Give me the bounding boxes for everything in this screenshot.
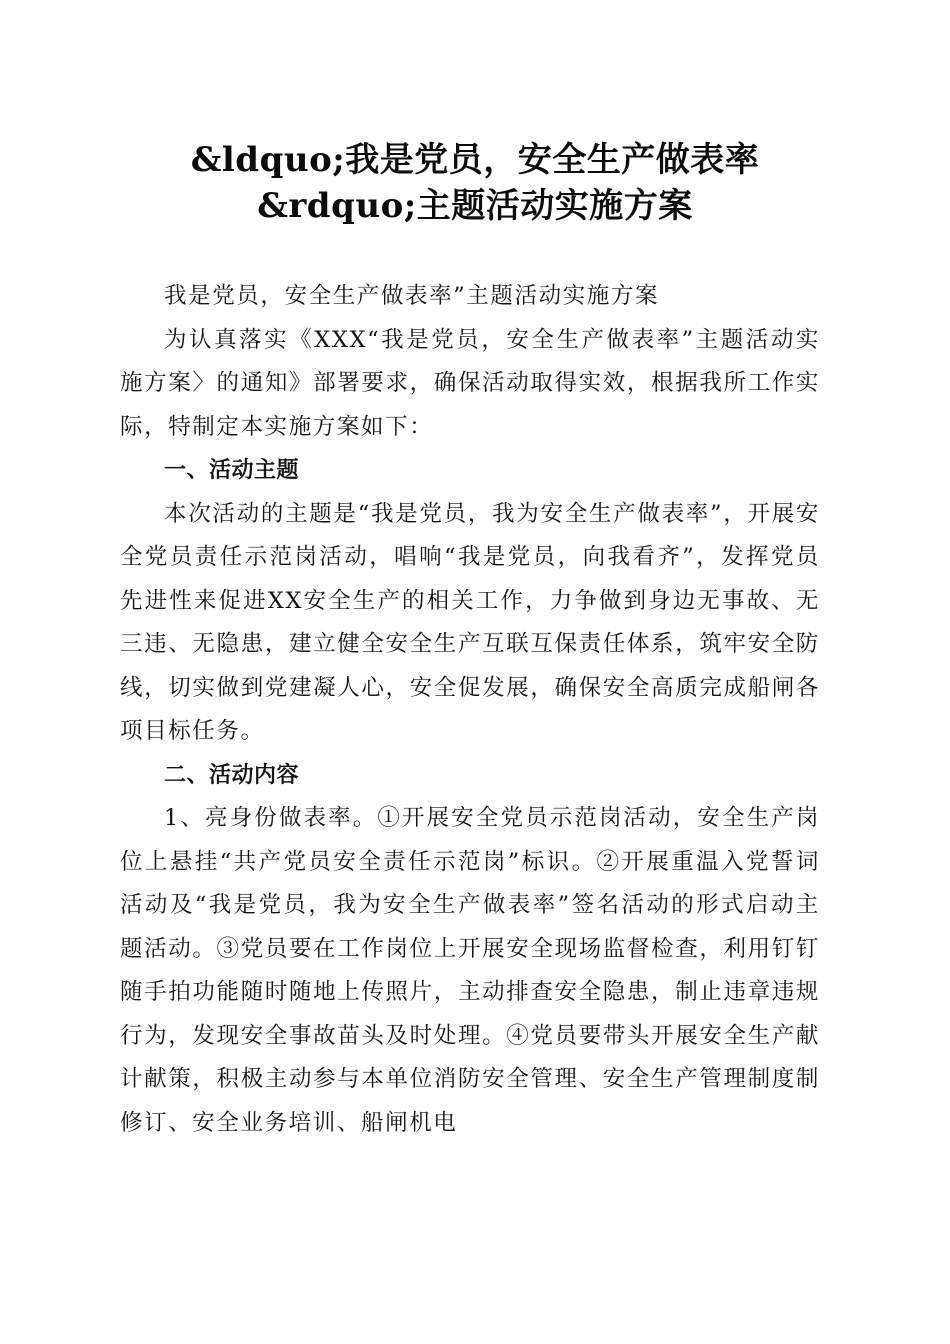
document-title-line-2: &rdquo;主题活动实施方案 [257,186,693,226]
subtitle-paragraph: 我是党员，安全生产做表率”主题活动实施方案 [164,283,660,309]
section-2-heading: 二、活动内容 [164,762,300,788]
section-2-item-1-paragraph: 1、亮身份做表率。①开展安全党员示范岗活动，安全生产岗位上悬挂“共产党员安全责任示范岗”标识。②开展重温入党誓词活动及“我是党员，我为安全生产做表率”签名活动的形式启动主题活动。③党员要在工作岗位上开展安全现场监督检查，利用钉钉随手拍功能随时随地上传照片，主动排查安全隐患，制止违章违规行为，发现安全事故苗头及时处理。④党员要带头开展安全生产献计献策，积极主动参与本单位消防安全管理、安全生产管理制度制修订、安全业务培训、船闸机电 [120,805,820,1136]
section-1-paragraph: 本次活动的主题是“我是党员，我为安全生产做表率”，开展安全党员责任示范岗活动，唱响“我是党员，向我看齐”，发挥党员先进性来促进XX安全生产的相关工作，力争做到身边无事故、无三违、无隐患，建立健全安全生产互联互保责任体系，筑牢安全防线，切实做到党建凝人心，安全促发展，确保安全高质完成船闸各项目标任务。 [120,500,820,744]
intro-paragraph: 为认真落实《XXX“我是党员，安全生产做表率”主题活动实施方案〉的通知》部署要求，确保活动取得实效，根据我所工作实际，特制定本实施方案如下： [120,326,820,440]
document-title-line-1: &ldquo;我是党员，安全生产做表率 [190,140,760,180]
document-body [120,275,820,1145]
section-1-heading: 一、活动主题 [164,458,300,483]
